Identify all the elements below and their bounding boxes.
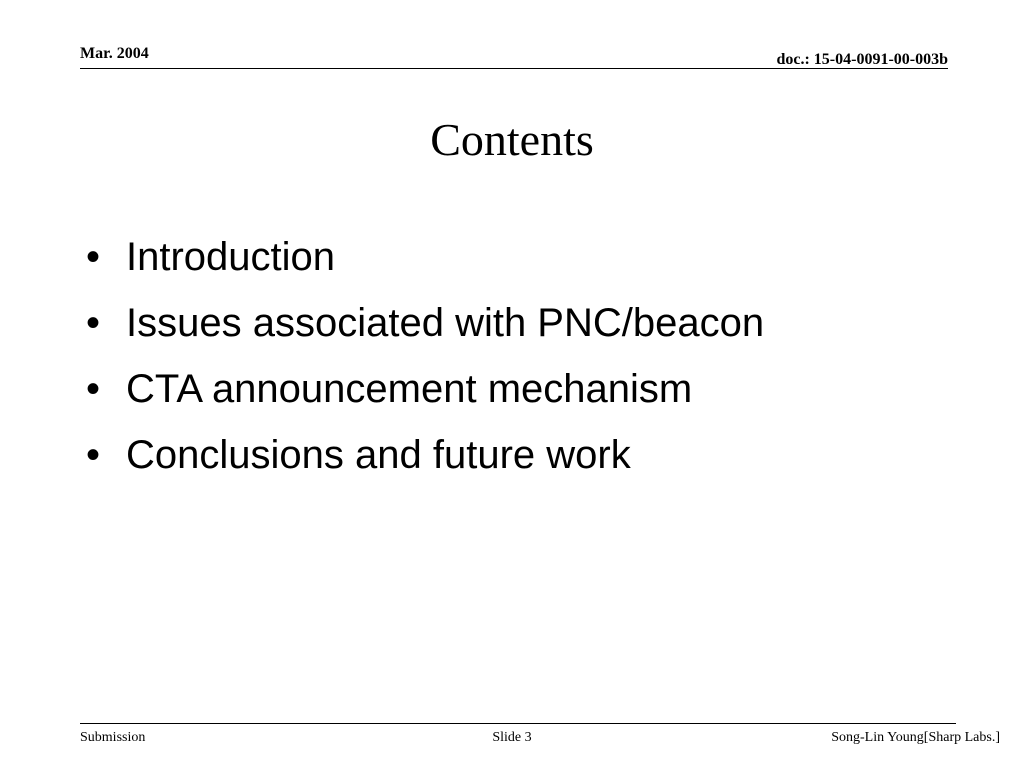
footer-slide-number: Slide 3: [492, 730, 532, 745]
bullet-text: CTA announcement mechanism: [126, 367, 693, 411]
bullet-icon: •: [86, 235, 101, 279]
footer-author: Song-Lin Young[Sharp Labs.]: [831, 730, 1000, 745]
bullet-text: Issues associated with PNC/beacon: [126, 301, 765, 345]
bullet-icon: •: [86, 301, 101, 345]
list-item: [86, 428, 764, 494]
bullet-icon: •: [86, 433, 101, 477]
list-item: [86, 230, 764, 296]
slide-title: Contents: [430, 114, 594, 165]
bullet-text: Conclusions and future work: [126, 433, 631, 477]
list-item: [86, 362, 764, 428]
header-divider: [80, 68, 948, 69]
header-doc-id: doc.: 15-04-0091-00-003b: [776, 51, 948, 68]
bullet-list: [86, 230, 764, 494]
bullet-text: Introduction: [126, 235, 336, 279]
footer-submission: Submission: [80, 730, 146, 745]
bullet-icon: •: [86, 367, 101, 411]
list-item: [86, 296, 764, 362]
footer-divider: [80, 723, 956, 724]
header-date: Mar. 2004: [80, 45, 149, 62]
